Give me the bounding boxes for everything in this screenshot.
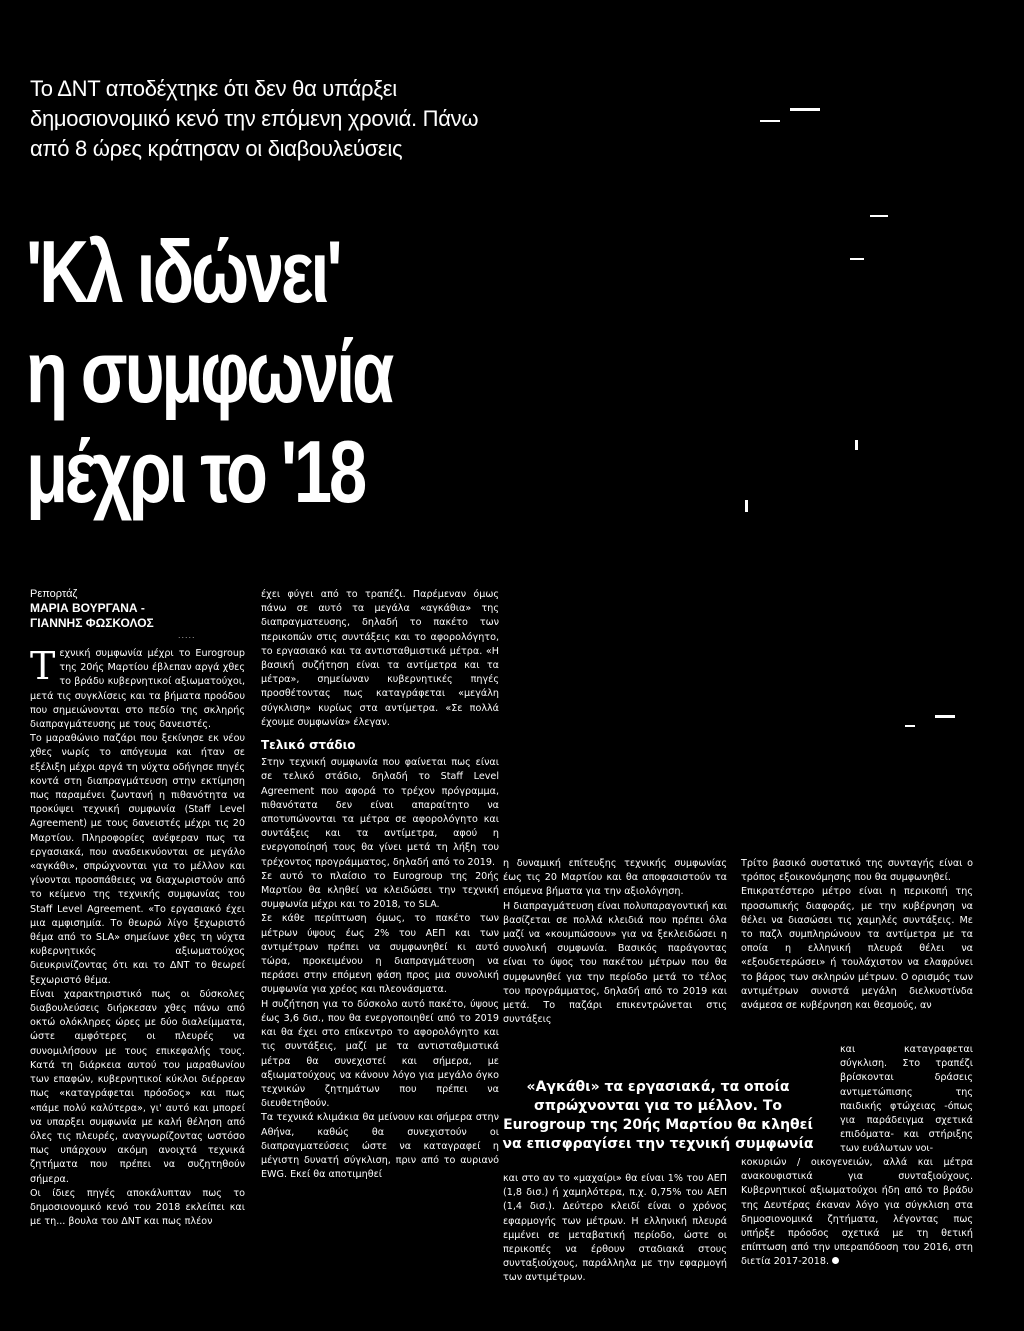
- paragraph: Το μαραθώνιο παζάρι που ξεκίνησε εκ νέου χθες νωρίς το απόγευμα και ήταν σε εξέλιξη μέχρι αργά τη νύχτα οδήγησε πηγές κοντά στη διαπραγμάτευση στην εκτίμηση πως παραμένει ζωντανή η πιθανότητα να προκύψει τεχνική συμφωνία (Staff Level Agreement) με τους δανειστές μέχρι τις 20 Μαρτίου. Πληροφορίες ανέφεραν πως τα εργασιακά, που αναδεικνύονται σε μεγάλο «αγκάθι», σπρώχνονται για το μέλλον και γίνονται προσπάθειες να διαχωριστούν από το κείμενο της τεχνικής συμφωνίας του Staff Level Agreement. «Το εργασιακό έχει μια αμφισημία. Το θεωρώ λίγο ξεχωριστό θέμα από το SLA» σημείωνε χθες τη νύχτα κυβερνητικός αξιωματούχος διευκρινίζοντας ότι και το ΔΝΤ το θεωρεί ξεχωριστό θέμα.: [30, 733, 245, 986]
- headline-line-3: μέχρι το '18: [26, 422, 365, 521]
- kicker-text: Το ΔΝΤ αποδέχτηκε ότι δεν θα υπάρξει δημοσιονομικό κενό την επόμενη χρονιά. Πάνω από 8 ώρες κράτησαν οι διαβουλεύσεις: [30, 76, 479, 161]
- paragraph: Η διαπραγμάτευση είναι πολυπαραγοντική και βασίζεται σε πολλά κλειδιά που πρέπει όλα μαζί να «κουμπώσουν» για να ξεκλειδώσει η συνολική συμφωνία. Βασικός παράγοντας είναι το ύψος του πακέτου μέτρων που θα συμφωνηθεί για την περίοδο μετά το τέλος του προγράμματος, δηλαδή από το 2019 και μετά. Το παζάρι επικεντρώνεται στις συντάξεις: [503, 900, 727, 1026]
- paragraph: Επικρατέστερο μέτρο είναι η περικοπή της προσωπικής διαφοράς, με την κυβέρνηση να θέλει να διασώσει τις χαμηλές συντάξεις. Με το παζλ συμπληρώνουν τα αντίμετρα με τα οποία η ελληνική πλευρά θέλει να «εξουδετερώσει» ή τουλάχιστον να ελαφρύνει το βάρος των σκληρών μέτρων. Ο ορισμός των αντιμέτρων συνιστά μεγάλη διελκυστίνδα ανάμεσα σε κυβέρνηση και θεσμούς, αν: [741, 886, 973, 1012]
- headline-line-2: η συμφωνία: [26, 322, 392, 421]
- byline-names: [30, 601, 154, 631]
- paragraph: η δυναμική επίτευξης τεχνικής συμφωνίας έως τις 20 Μαρτίου και θα αποφασιστούν τα επόμενα βήματα για την αξιολόγηση.: [503, 858, 727, 898]
- article-column-4: [741, 857, 973, 1013]
- dotted-divider: .....: [178, 630, 196, 640]
- photo-speck: [870, 215, 888, 217]
- end-mark-icon: [832, 1257, 839, 1264]
- article-column-3-bottom: [503, 1172, 727, 1286]
- photo-speck: [760, 120, 780, 122]
- article-column-2: [261, 588, 499, 1182]
- pull-quote-line: να επισφραγίσει την τεχνική συμφωνία: [502, 1136, 814, 1152]
- pull-quote-line: σπρώχνονται για το μέλλον. Το: [533, 1098, 782, 1114]
- photo-speck: [905, 725, 915, 727]
- article-column-4-bottom: [741, 1156, 973, 1270]
- headline: [26, 222, 416, 522]
- article-column-1: [30, 644, 245, 1229]
- pull-quote: [498, 1078, 818, 1154]
- paragraph: και καταγραφεται σύγκλιση. Στο τραπέζι βρίσκονται δράσεις αντιμετώπισης της παιδικής φτώχειας -όπως για παράδειγμα σχετικά επιδόματα- και στήριξης των ευάλωτων νοι-: [840, 1044, 973, 1155]
- headline-line-1: 'Κλ ιδώνει': [26, 222, 340, 321]
- photo-speck: [745, 500, 748, 512]
- paragraph: Οι ίδιες πηγές αποκάλυπταν πως το δημοσιονομικό κενό του 2018 εκλείπει και με τη... βουλα του ΔΝΤ και πως πλέον: [30, 1187, 245, 1228]
- photo-speck: [935, 715, 955, 718]
- article-column-4-continued: [840, 1043, 973, 1157]
- paragraph: και στο αν το «μαχαίρι» θα είναι 1% του ΑΕΠ (1,8 δισ.) ή χαμηλότερα, π.χ. 0,75% του ΑΕΠ (1,4 δισ.). Δεύτερο κλειδί είναι ο χρόνος εφαρμογής των μέτρων. Η ελληνική πλευρά εμμένει σε μεταβατική περίοδο, ώστε οι περικοπές να έρθουν σταδιακά στους συνταξιούχους, παράλληλα με την εφαρμογή των αντιμέτρων.: [503, 1173, 727, 1284]
- paragraph: Στην τεχνική συμφωνία που φαίνεται πως είναι σε τελικό στάδιο, δηλαδή το Staff Level Agreement που αφορά το τρέχον πρόγραμμα, πιθανότατα δεν είναι απαραίτητο να αποτυπώνονται τα μέτρα σε αφορολόγητο και συντάξεις και τα αντίμετρα, αφού η ενεργοποίησή τους θα γίνει μετά τη λήξη του τρέχοντος προγράμματος, δηλαδή από το 2019.: [261, 757, 499, 868]
- paragraph: Σε αυτό το πλαίσιο το Eurogroup της 20ής Μαρτίου θα κληθεί να κλειδώσει την τεχνική συμφωνία μέχρι και το 2018, το SLA.: [261, 870, 499, 911]
- paragraph: Σε κάθε περίπτωση όμως, το πακέτο των μέτρων ύψους έως 2% του ΑΕΠ και των αντιμέτρων πρέπει να συμφωνηθεί κι αυτό τώρα, προκειμένου η διαπραγμάτευση να περάσει στην επόμενη φάση προς μια συνολική συμφωνία για χρέος και πλεονάσματα.: [261, 913, 499, 996]
- author-name-1: ΜΑΡΙΑ ΒΟΥΡΓΑΝΑ -: [30, 601, 145, 615]
- photo-speck: [850, 258, 864, 260]
- byline-label: Ρεπορτάζ: [30, 588, 78, 600]
- paragraph: Η συζήτηση για το δύσκολο αυτό πακέτο, ύψους έως 3,6 δισ., που θα ενεργοποιηθεί από το 2019 και θα έχει στο επίκεντρο το αφορολόγητο και τις συντάξεις, μαζί με τα αντισταθμιστικά μέτρα θα συνεχιστεί και σήμερα, με αξιωματούχους να κάνουν λόγο για μεγάλο όγκο τεχνικών ζητημάτων που πρέπει να διευθετηθούν.: [261, 998, 499, 1110]
- article-column-3: [503, 857, 727, 1027]
- pull-quote-line: «Αγκάθι» τα εργασιακά, τα οποία: [526, 1079, 790, 1095]
- paragraph: Τρίτο βασικό συστατικό της συνταγής είναι ο τρόπος εξοικονόμησης που θα συμφωνηθεί.: [741, 858, 973, 884]
- photo-speck: [855, 440, 858, 450]
- subheading: Τελικό στάδιο: [261, 738, 356, 753]
- paragraph: Τα τεχνικά κλιμάκια θα μείνουν και σήμερα στην Αθήνα, καθώς θα συνεχιστούν οι διαπραγματεύσεις ώστε να καταγραφεί η μέγιστη δυνατή σύγκλιση, πριν από το αυριανό EWG. Εκεί θα αποτιμηθεί: [261, 1112, 499, 1181]
- paragraph: εχνική συμφωνία μέχρι το Eurogroup της 20ής Μαρτίου έβλεπαν αργά χθες το βράδυ κυβερνητικοί αξιωματούχοι, μετά τις συγκλίσεις και τα βήματα προόδου που σημειώνονται στο πεδίο της σκληρής διαπραγμάτευσης με τους δανειστές.: [30, 648, 245, 731]
- author-name-2: ΓΙΑΝΝΗΣ ΦΩΣΚΟΛΟΣ: [30, 616, 154, 630]
- paragraph: κοκυριών / οικογενειών, αλλά και μέτρα ανακουφιστικά για συνταξιούχους. Κυβερνητικοί αξιωματούχοι ήδη από το βράδυ της Δευτέρας έκαναν λόγο για σύγκλιση στα δημοσιονομικά ζητήματα, λέγοντας πως υπήρξε πρόοδος σχετικά με τη θετική επίπτωση από την υπεραπόδοση του 2016, στη διετία 2017-2018.: [741, 1157, 973, 1268]
- photo-speck: [790, 108, 820, 111]
- pull-quote-line: Eurogroup της 20ής Μαρτίου θα κληθεί: [503, 1117, 813, 1133]
- paragraph: έχει φύγει από το τραπέζι. Παρέμεναν όμως πάνω σε αυτό τα μεγάλα «αγκάθια» της διαπραγματευσης, δηλαδή το πακέτο των περικοπών στις συντάξεις και το αφορολόγητο, το εργασιακό και τα αντισταθμιστικά μέτρα. «Η βασική συζήτηση είναι τα αντίμετρα και τα μέτρα», σημείωναν κυβερνητικές πηγές προσθέτοντας πως καταγράφεται «μεγάλη σύγκλιση» κυρίως στα αντίμετρα. «Σε πολλά έχουμε συμφωνία» έλεγαν.: [261, 589, 499, 728]
- paragraph: Είναι χαρακτηριστικό πως οι δύσκολες διαβουλεύσεις διήρκεσαν χθες πάνω από οκτώ ολόκληρες ώρες με δύο διαλείμματα, ώστε αμφότερες οι πλευρές να συνομιλήσουν με τους επικεφαλής τους. Κατά τη διάρκεια αυτού του μαραθωνίου των επαφών, κυβερνητικοί κύκλοι διέρρεαν πως «καταγράφεται πρόοδος» και πως «πάμε πολύ καλύτερα», γι' αυτό και μπορεί να υπαρξει συμφωνία με καλή θέληση από όλες τις πλευρές, αναγνωρίζοντας ωστόσο πως υπάρχουν ακόμη ανοιχτά τεχνικά ζητήματα που πρέπει να συζητηθούν σήμερα.: [30, 988, 245, 1185]
- drop-cap: Τ: [30, 644, 56, 688]
